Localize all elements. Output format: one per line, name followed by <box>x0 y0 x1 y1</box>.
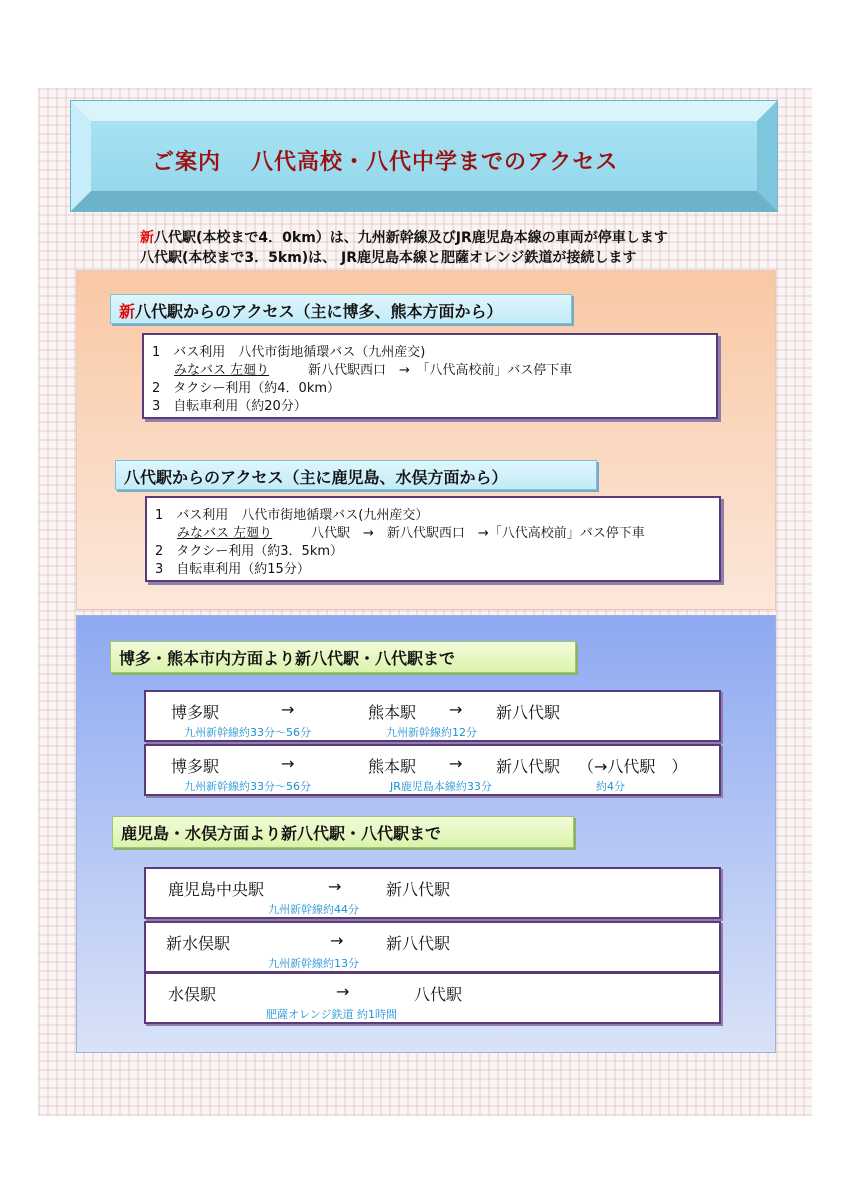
arrow: → <box>281 700 295 719</box>
route-hakata-shinkansen <box>144 690 721 742</box>
access-item-bus: 1 バス利用 八代市街地循環バス(九州産交） <box>155 508 429 523</box>
yatsushiro-access-heading: 八代駅からのアクセス（主に鹿児島、水俣方面から） <box>115 460 597 490</box>
arrow: → <box>449 754 463 773</box>
route-kagoshima-chuo <box>144 867 721 919</box>
route-shin-minamata <box>144 921 721 973</box>
access-item-bus-route: 八代駅 → 新八代駅西口 →「八代高校前」バス停下車 <box>311 526 645 541</box>
arrow: → <box>328 877 342 896</box>
intro-line-2: 八代駅(本校まで3．5km)は、 JR鹿児島本線と肥薩オレンジ鉄道が接続します <box>140 250 637 266</box>
arrow: → <box>336 982 350 1001</box>
station-hakata: 博多駅 <box>171 703 220 722</box>
page-title <box>152 145 618 176</box>
time-kumamoto-shin-yatsushiro: JR鹿児島本線約33分 <box>390 780 492 793</box>
access-item-bus-route: 新八代駅西口 → 「八代高校前」バス停下車 <box>308 363 573 378</box>
access-item-minabus: みなバス 左廻り <box>174 363 270 378</box>
arrow: → <box>281 754 295 773</box>
yatsushiro-access-box <box>145 496 721 582</box>
time-shin-yatsushiro-yatsushiro: 約4分 <box>596 780 625 793</box>
arrow: → <box>449 700 463 719</box>
heading-shin-char: 新 <box>119 302 136 321</box>
kagoshima-minamata-heading: 鹿児島・水俣方面より新八代駅・八代駅まで <box>112 816 574 848</box>
hakata-kumamoto-heading: 博多・熊本市内方面より新八代駅・八代駅まで <box>110 641 576 673</box>
access-item-bicycle: 3 自転車利用（約15分） <box>155 562 310 577</box>
shin-yatsushiro-access-heading <box>110 294 572 324</box>
time-shin-minamata-shin-yatsushiro: 九州新幹線約13分 <box>268 957 359 970</box>
page-title-guide: ご案内 <box>152 150 222 175</box>
station-minamata: 水俣駅 <box>168 985 217 1004</box>
access-item-bus: 1 バス利用 八代市街地循環バス（九州産交) <box>152 345 426 360</box>
station-yatsushiro: 八代駅 <box>414 985 463 1004</box>
station-yatsushiro: （→八代駅 ） <box>578 757 688 776</box>
time-minamata-yatsushiro: 肥薩オレンジ鉄道 約1時間 <box>266 1008 397 1021</box>
access-item-taxi: 2 タクシー利用（約3．5km） <box>155 544 344 559</box>
route-minamata <box>144 972 721 1024</box>
station-kagoshima-chuo: 鹿児島中央駅 <box>168 880 265 899</box>
time-kumamoto-shin-yatsushiro: 九州新幹線約12分 <box>386 726 477 739</box>
time-hakata-kumamoto: 九州新幹線約33分〜56分 <box>184 726 311 739</box>
station-shin-yatsushiro: 新八代駅 <box>386 934 451 953</box>
route-hakata-kagoshima-line <box>144 744 721 796</box>
shin-yatsushiro-access-box <box>142 333 718 419</box>
station-shin-yatsushiro: 新八代駅 <box>496 703 561 722</box>
access-item-taxi: 2 タクシー利用（約4．0km） <box>152 381 341 396</box>
station-shin-minamata: 新水俣駅 <box>166 934 231 953</box>
time-kagoshima-shin-yatsushiro: 九州新幹線約44分 <box>268 903 359 916</box>
station-shin-yatsushiro: 新八代駅 <box>496 757 561 776</box>
arrow: → <box>330 931 344 950</box>
access-item-minabus: みなバス 左廻り <box>177 526 273 541</box>
heading-text: 八代駅からのアクセス（主に博多、熊本方面から） <box>135 302 503 321</box>
station-shin-yatsushiro: 新八代駅 <box>386 880 451 899</box>
page-title-main: 八代高校・八代中学までのアクセス <box>251 150 619 175</box>
intro-shin-char: 新 <box>140 230 154 246</box>
station-kumamoto: 熊本駅 <box>368 757 417 776</box>
access-item-bicycle: 3 自転車利用（約20分） <box>152 399 307 414</box>
intro-line-1-text: 八代駅(本校まで4．0km）は、九州新幹線及びJR鹿児島本線の車両が停車します <box>154 230 668 246</box>
time-hakata-kumamoto: 九州新幹線約33分〜56分 <box>184 780 311 793</box>
station-hakata: 博多駅 <box>171 757 220 776</box>
intro-line-1 <box>140 227 668 247</box>
station-kumamoto: 熊本駅 <box>368 703 417 722</box>
